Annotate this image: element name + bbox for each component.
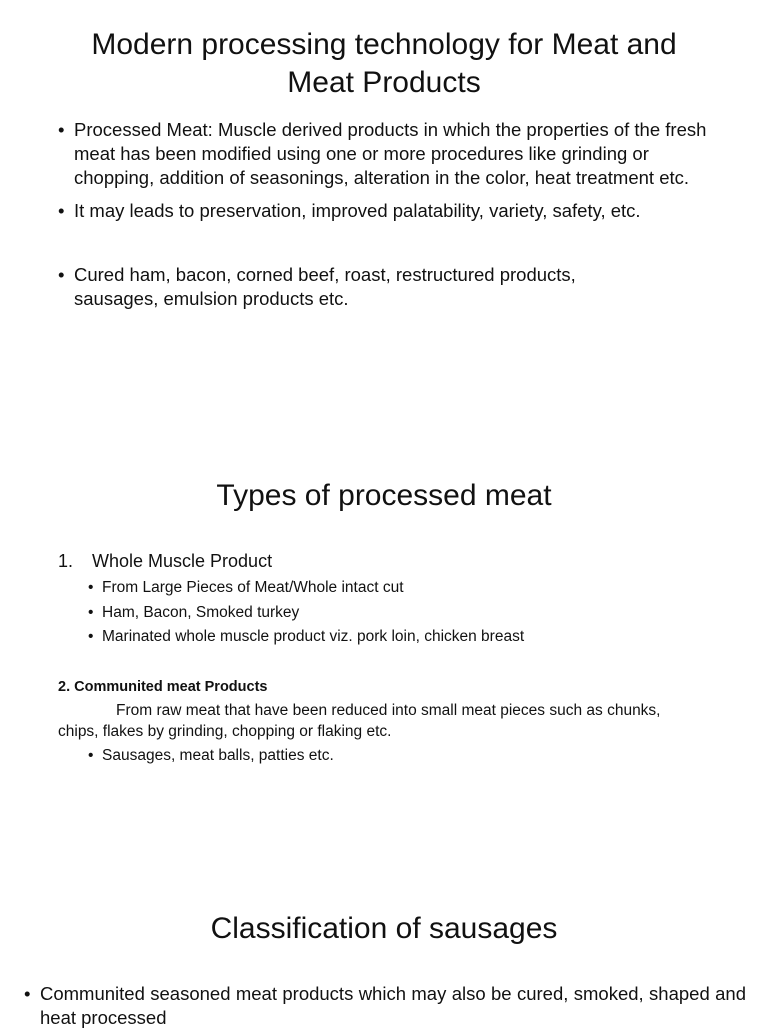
list-item: • Marinated whole muscle product viz. pork loin, chicken breast (88, 625, 738, 650)
slide-1 (0, 26, 768, 309)
section-1-title: Whole Muscle Product (92, 551, 273, 571)
bullet-examples: • Cured ham, bacon, corned beef, roast, restructured products, sausages, emulsion products etc. (58, 263, 664, 311)
list-item: • Ham, Bacon, Smoked turkey (88, 601, 738, 626)
slide-1-title: Modern processing technology for Meat and Meat Products (91, 28, 677, 99)
bullet-communited-seasoned: • Communited seasoned meat products which may also be cured, smoked, shaped and heat processed (24, 982, 746, 1030)
slide-3-bullets (24, 982, 746, 1030)
bullet-preservation: • It may leads to preservation, improved palatability, variety, safety, etc. (58, 199, 718, 223)
section-2-items (88, 744, 698, 769)
section-2-description: From raw meat that have been reduced into small meat pieces such as chunks, chips, flakes by grinding, chopping or flaking etc. (58, 702, 661, 740)
section-1-heading (58, 549, 738, 573)
slide-1-bullets (58, 118, 718, 311)
list-item: • Sausages, meat balls, patties etc. (88, 744, 698, 769)
section-communited (58, 677, 698, 769)
section-2-heading: 2. Communited meat Products (58, 679, 268, 695)
section-1-number: 1. (58, 551, 74, 571)
slide-3 (0, 910, 768, 1028)
list-item: • From Large Pieces of Meat/Whole intact cut (88, 576, 738, 601)
slide-3-title: Classification of sausages (210, 912, 558, 945)
slide-2-title: Types of processed meat (216, 479, 552, 512)
section-1-items (88, 576, 738, 650)
section-whole-muscle (58, 549, 738, 650)
slide-2 (0, 477, 768, 764)
bullet-processed-meat: • Processed Meat: Muscle derived products in which the properties of the fresh meat has been modified using one or more procedures like grinding or chopping, addition of seasonings, alteration in the color, heat treatment etc. (58, 118, 718, 190)
